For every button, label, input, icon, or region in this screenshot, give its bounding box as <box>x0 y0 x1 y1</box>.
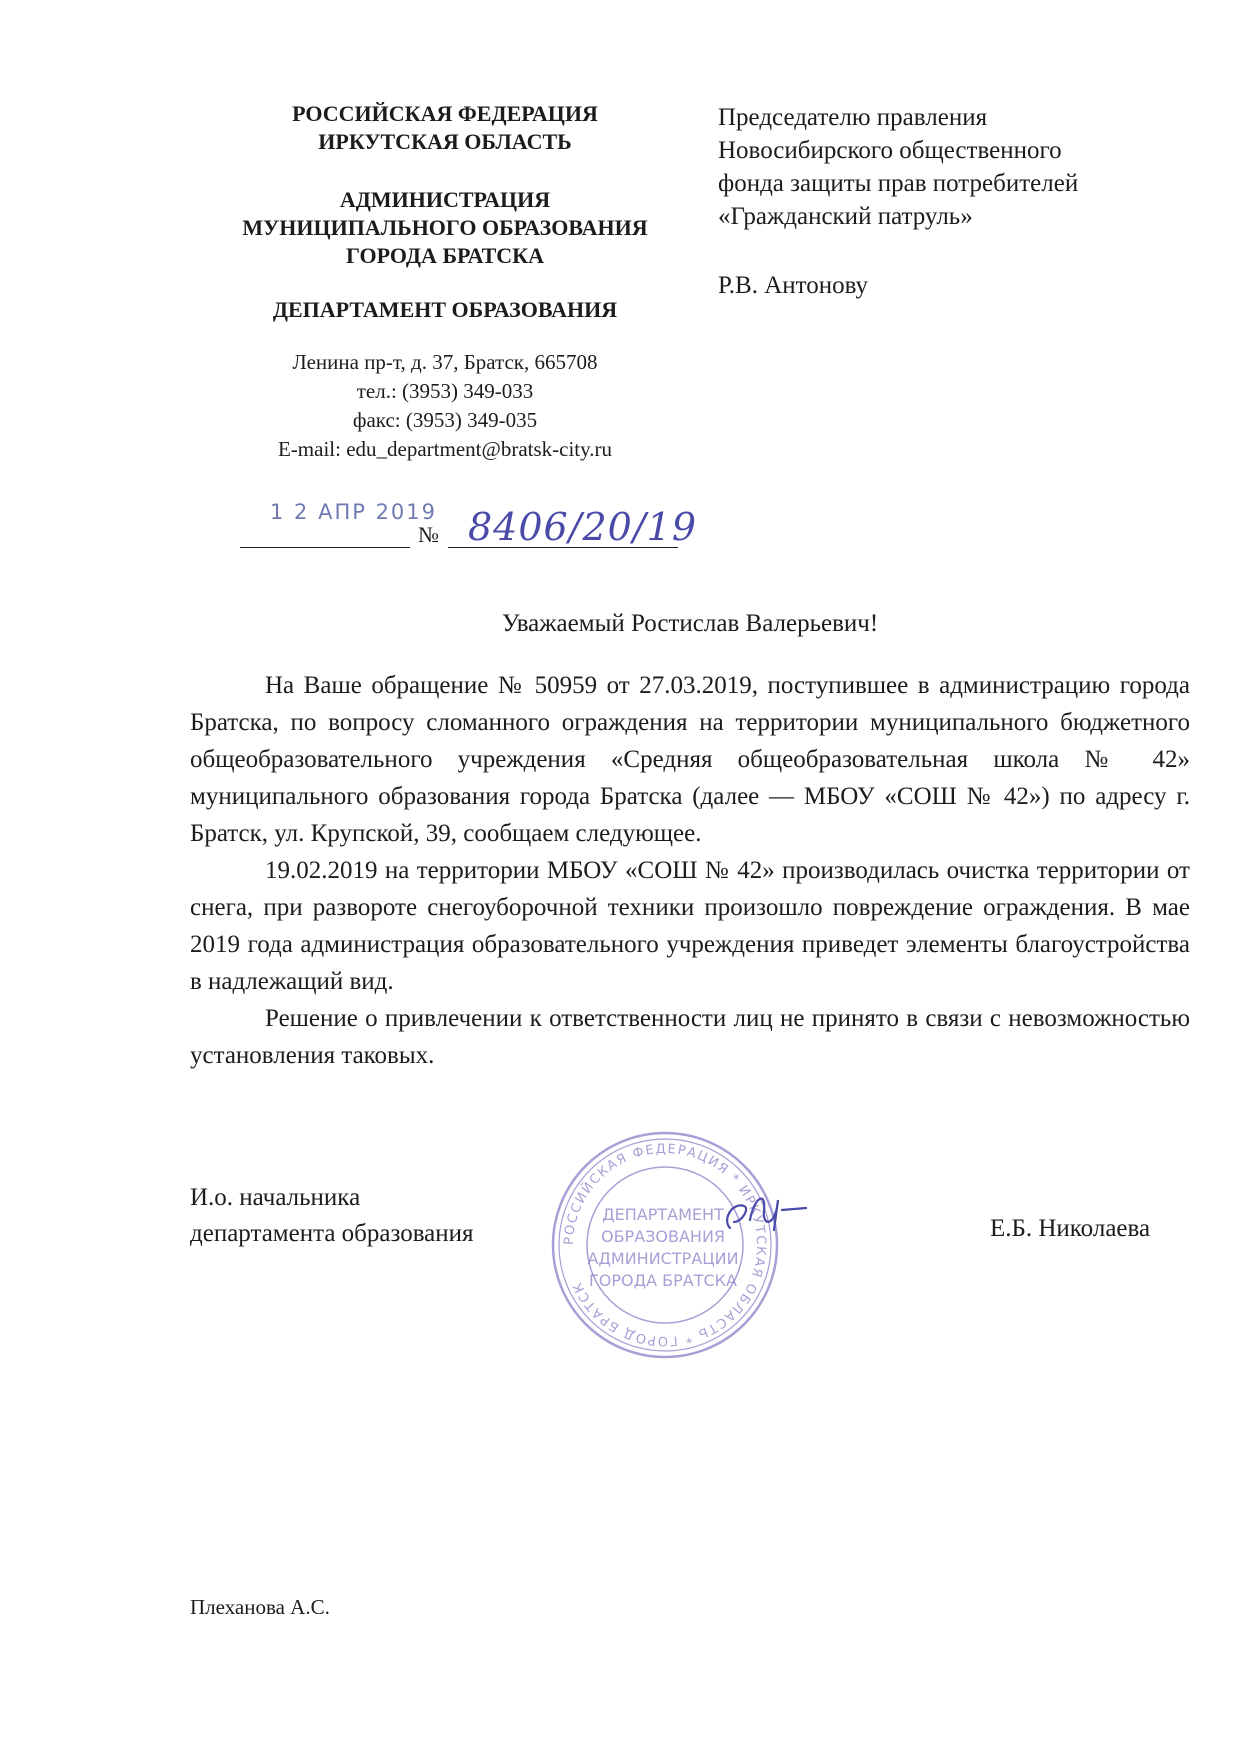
recipient-name: Р.В. Антонову <box>718 272 869 299</box>
official-stamp <box>545 1125 785 1365</box>
number-sign: № <box>418 522 439 547</box>
date-underline <box>240 547 410 548</box>
letterhead-line: ИРКУТСКАЯ ОБЛАСТЬ <box>318 129 572 154</box>
letterhead-line: РОССИЙСКАЯ ФЕДЕРАЦИЯ <box>292 101 598 126</box>
letter-body <box>190 667 1190 1074</box>
date-stamp: 1 2 АПР 2019 <box>270 500 438 524</box>
letterhead-contacts <box>200 348 690 464</box>
stamp-center-line: ГОРОДА БРАТСКА <box>589 1271 737 1290</box>
executor-name: Плеханова А.С. <box>190 1595 330 1619</box>
stamp-center-line: ДЕПАРТАМЕНТ <box>602 1205 724 1224</box>
letterhead-line: АДМИНИСТРАЦИЯ <box>339 187 551 212</box>
recipient-line: «Гражданский патруль» <box>718 203 973 230</box>
stamp-center-line: АДМИНИСТРАЦИИ <box>587 1249 739 1268</box>
phone: тел.: (3953) 349-033 <box>356 379 534 403</box>
recipient-line: Новосибирского общественного <box>718 137 1062 164</box>
signer-title-line: И.о. начальника <box>190 1184 361 1211</box>
letterhead-org <box>200 186 690 270</box>
stamp-center-line: ОБРАЗОВАНИЯ <box>600 1227 726 1246</box>
letterhead-line: МУНИЦИПАЛЬНОГО ОБРАЗОВАНИЯ <box>242 215 648 240</box>
address: Ленина пр-т, д. 37, Братск, 665708 <box>292 350 598 374</box>
signer-title <box>190 1180 474 1252</box>
recipient-line: фонда защиты прав потребителей <box>718 170 1079 197</box>
recipient-line: Председателю правления <box>718 104 988 131</box>
paragraph: 19.02.2019 на территории МБОУ «СОШ № 42» производилась очистка территории от снега, при развороте снегоуборочной техники произошло повреждение ограждения. В мае 2019 года администрация образовательного учреждения приведет элементы благоустройства в надлежащий вид. <box>190 857 1190 995</box>
paragraph: Решение о привлечении к ответственности лиц не принято в связи с невозможностью установления таковых. <box>190 1005 1190 1069</box>
letterhead-line: ГОРОДА БРАТСКА <box>346 243 544 268</box>
paragraph: На Ваше обращение № 50959 от 27.03.2019, поступившее в администрацию города Братска, по вопросу сломанного ограждения на территории муниципального бюджетного общеобразовательного учреждения «Средняя общеобразовательная школа № 42» муниципального образования города Братска (далее — МБОУ «СОШ № 42») по адресу г. Братск, ул. Крупской, 39, сообщаем следующее. <box>190 672 1190 847</box>
letterhead-country <box>200 100 690 156</box>
signer-name: Е.Б. Николаева <box>990 1215 1151 1242</box>
signer-title-line: департамента образования <box>190 1220 474 1247</box>
email: E-mail: edu_department@bratsk-city.ru <box>277 437 613 461</box>
stamp-ring-text: РОССИЙСКАЯ ФЕДЕРАЦИЯ * ИРКУТСКАЯ ОБЛАСТЬ * ГОРОД БРАТСК <box>561 1141 769 1349</box>
recipient-block <box>718 101 1188 233</box>
handwritten-number: 8406/20/19 <box>468 505 698 549</box>
fax: факс: (3953) 349-035 <box>352 408 538 432</box>
greeting: Уважаемый Ростислав Валерьевич! <box>501 610 879 637</box>
letterhead-department: ДЕПАРТАМЕНТ ОБРАЗОВАНИЯ <box>272 297 618 322</box>
handwritten-signature <box>720 1180 810 1245</box>
